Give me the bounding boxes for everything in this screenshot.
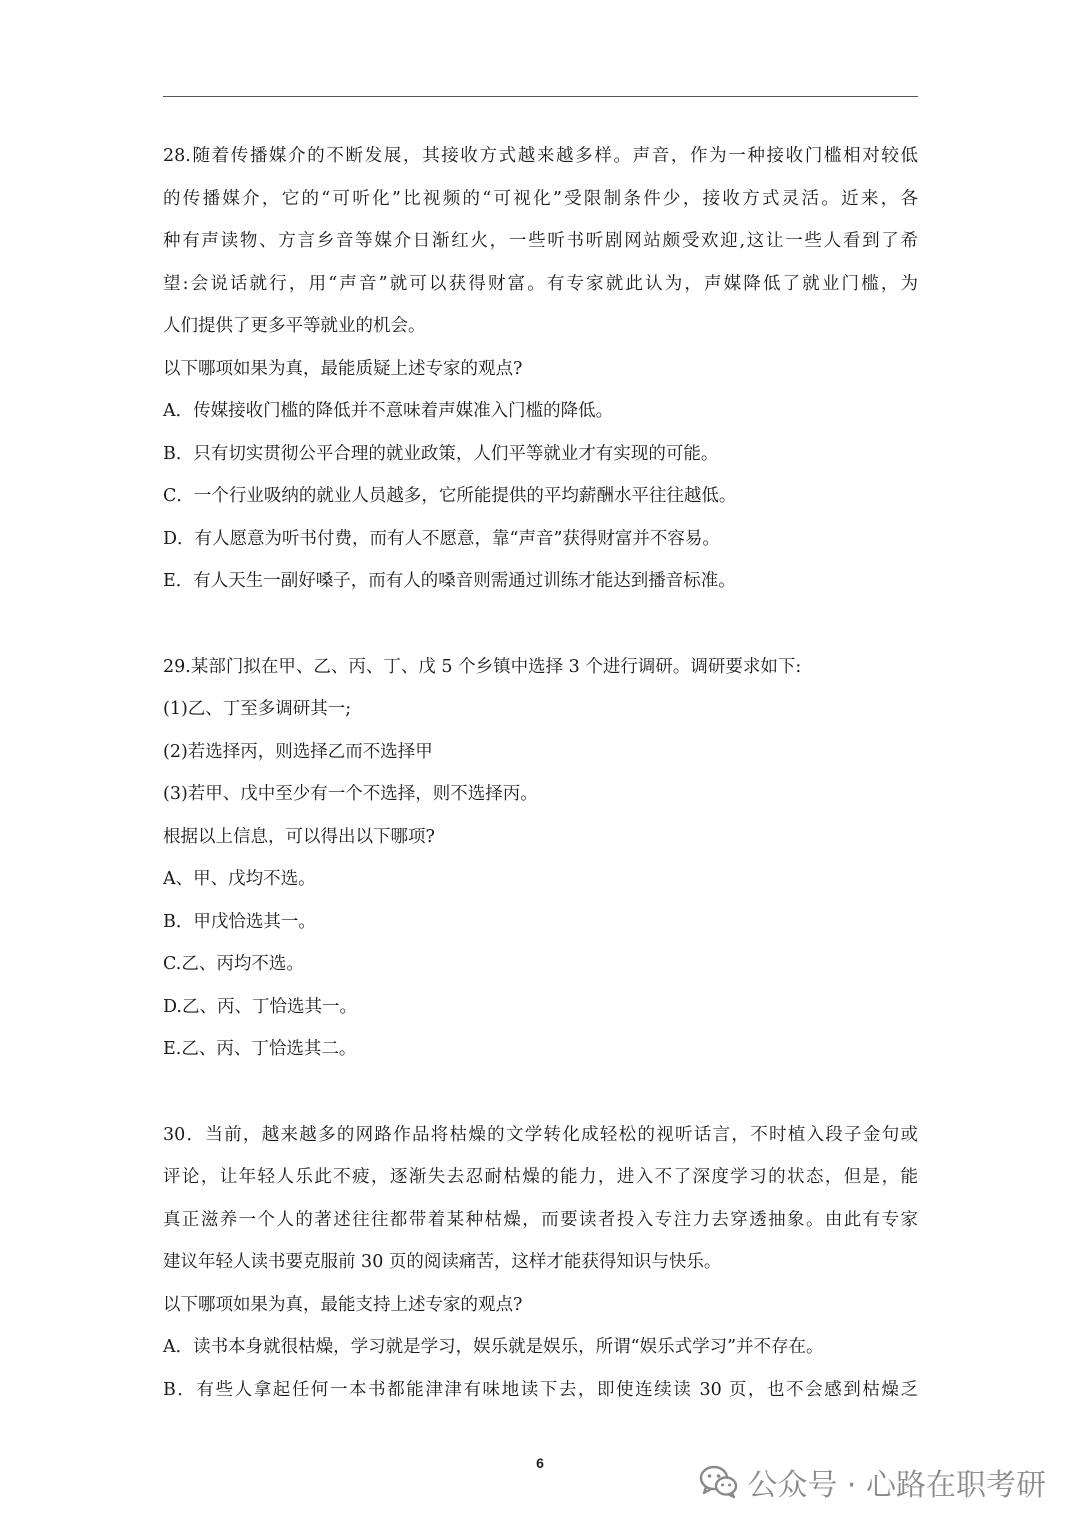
- q28-option-e: E．有人天生一副好嗓子，而有人的嗓音则需通过训练才能达到播音标准。: [163, 571, 736, 591]
- q30-stem-line: 评论，让年轻人乐此不疲，逐渐失去忍耐枯燥的能力，进入不了深度学习的状态，但是，能: [163, 1167, 918, 1187]
- header-rule: [163, 96, 918, 97]
- q28-stem-line: 种有声读物、方言乡音等媒介日渐红火，一些听书听剧网站颇受欢迎,这让一些人看到了希: [163, 231, 918, 251]
- watermark-text: 公众号 · 心路在职考研: [747, 1468, 1046, 1503]
- q29-option-e: E.乙、丙、丁恰选其二。: [163, 1039, 357, 1059]
- q30-question: 以下哪项如果为真，最能支持上述专家的观点?: [163, 1294, 523, 1315]
- q29-option-b: B．甲戊恰选其一。: [163, 911, 316, 932]
- wechat-icon: [699, 1465, 739, 1499]
- page-number: 6: [536, 1455, 544, 1471]
- q28-option-a: A．传媒接收门槛的降低并不意味着声媒准入门槛的降低。: [163, 401, 614, 421]
- q28-option-c: C．一个行业吸纳的就业人员越多，它所能提供的平均薪酬水平往往越低。: [163, 486, 737, 506]
- question-29: [163, 646, 923, 1071]
- q29-question: 根据以上信息，可以得出以下哪项?: [163, 826, 435, 847]
- q29-condition-2: (2)若选择丙，则选择乙而不选择甲: [163, 741, 433, 762]
- q28-question: 以下哪项如果为真，最能质疑上述专家的观点?: [163, 358, 523, 379]
- q29-option-d: D.乙、丙、丁恰选其一。: [163, 996, 357, 1017]
- q29-stem-line: 29.某部门拟在甲、乙、丙、丁、戊 5 个乡镇中选择 3 个进行调研。调研要求如下:: [163, 656, 802, 677]
- q29-condition-3: (3)若甲、戊中至少有一个不选择，则不选择丙。: [163, 784, 538, 804]
- q28-stem-line: 28.随着传播媒介的不断发展，其接收方式越来越多样。声音，作为一种接收门槛相对较低: [163, 146, 918, 166]
- q30-stem-line: 建议年轻人读书要克服前 30 页的阅读痛苦，这样才能获得知识与快乐。: [163, 1252, 722, 1272]
- q30-stem-line: 真正滋养一个人的著述往往都带着某种枯燥，而要读者投入专注力去穿透抽象。由此有专家: [163, 1209, 918, 1230]
- question-spacer: [163, 603, 923, 646]
- q30-option-b: B．有些人拿起任何一本书都能津津有味地读下去，即使连续读 30 页，也不会感到枯燥乏: [163, 1379, 918, 1400]
- watermark: [699, 1460, 1046, 1504]
- question-spacer: [163, 1071, 923, 1114]
- q30-option-a: A．读书本身就很枯燥，学习就是学习，娱乐就是娱乐，所谓“娱乐式学习”并不存在。: [163, 1337, 824, 1357]
- q28-stem-line: 望:会说话就行，用“声音”就可以获得财富。有专家就此认为，声媒降低了就业门槛，为: [163, 273, 918, 294]
- q29-condition-1: (1)乙、丁至多调研其一;: [163, 699, 352, 719]
- q30-stem-line: 30．当前，越来越多的网路作品将枯燥的文学转化成轻松的视听话言，不时植入段子金句或: [163, 1124, 918, 1145]
- q28-stem-line: 人们提供了更多平等就业的机会。: [163, 316, 426, 336]
- q29-option-c: C.乙、丙均不选。: [163, 954, 304, 974]
- page-content: [163, 135, 923, 1411]
- q28-stem-line: 的传播媒介，它的“可听化”比视频的“可视化”受限制条件少，接收方式灵活。近来，各: [163, 188, 918, 209]
- question-28: [163, 135, 923, 603]
- q29-option-a: A、甲、戊均不选。: [163, 869, 316, 889]
- q28-option-b: B．只有切实贯彻公平合理的就业政策，人们平等就业才有实现的可能。: [163, 443, 719, 464]
- q28-option-d: D．有人愿意为听书付费，而有人不愿意，靠“声音”获得财富并不容易。: [163, 528, 720, 549]
- question-30: [163, 1114, 923, 1412]
